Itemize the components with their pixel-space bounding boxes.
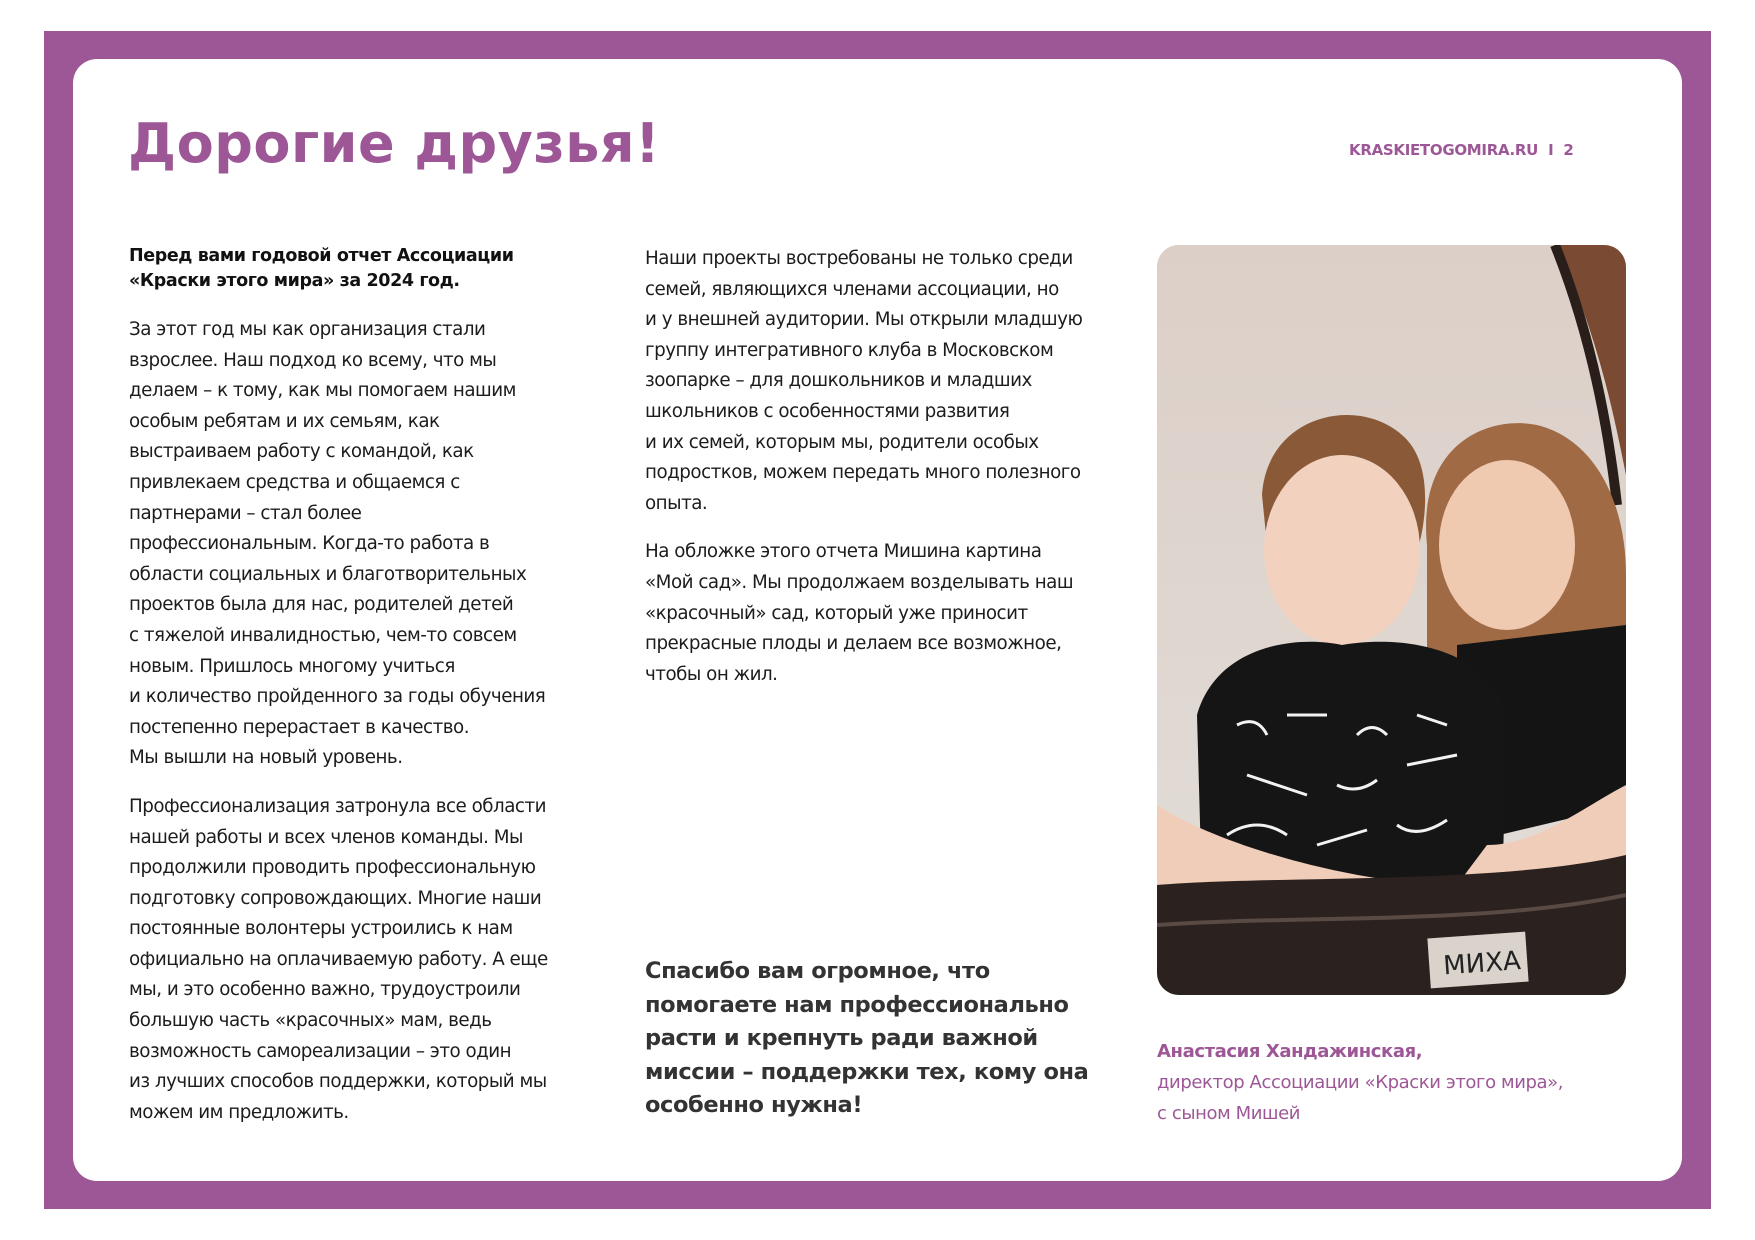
text-line: мы, и это особенно важно, трудоустроили xyxy=(129,979,521,1001)
text-line: «Мой сад». Мы продолжаем возделывать наш xyxy=(645,571,1074,593)
text-line: и у внешней аудитории. Мы открыли младшую xyxy=(645,309,1083,331)
text-line: За этот год мы как организация стали xyxy=(129,319,486,340)
thanks-statement xyxy=(645,955,1125,1123)
text-line: Наши проекты востребованы не только среди xyxy=(645,248,1073,269)
text-line: Мы вышли на новый уровень. xyxy=(129,747,403,769)
text-line: можем им предложить. xyxy=(129,1101,349,1123)
photo-illustration xyxy=(1157,245,1626,995)
text-line: группу интегративного клуба в Московском xyxy=(645,339,1054,361)
text-line: прекрасные плоды и делаем все возможное, xyxy=(645,633,1062,655)
text-line: опыта. xyxy=(645,492,708,514)
text-line: подготовку сопровождающих. Многие наши xyxy=(129,887,542,909)
text-line: зоопарке – для дошкольников и младших xyxy=(645,370,1032,392)
paragraph xyxy=(645,537,1135,690)
text-line: помогаете нам профессионально xyxy=(645,991,1069,1018)
text-line: официально на оплачиваемую работу. А еще xyxy=(129,948,548,970)
caption-name: Анастасия Хандажинская, xyxy=(1157,1041,1423,1062)
text-line: выстраиваем работу с командой, как xyxy=(129,441,474,463)
text-line: новым. Пришлось многому учиться xyxy=(129,655,455,677)
header-separator: I xyxy=(1548,141,1554,159)
middle-column xyxy=(645,244,1135,708)
text-line: партнерами – стал более xyxy=(129,502,362,524)
text-line: На обложке этого отчета Мишина картина xyxy=(645,541,1042,563)
name-tag-text: МИХА xyxy=(1442,946,1522,982)
text-line: возможность самореализации – это один xyxy=(129,1040,512,1062)
paragraph xyxy=(645,244,1135,519)
text-line: расти и крепнуть ради важной xyxy=(645,1025,1038,1051)
caption-role: директор Ассоциации «Краски этого мира», xyxy=(1157,1072,1564,1093)
text-line: особым ребятам и их семьям, как xyxy=(129,410,440,432)
text-line: нашей работы и всех членов команды. Мы xyxy=(129,826,523,848)
text-line: постоянные волонтеры устроились к нам xyxy=(129,918,513,940)
text-line: миссии – поддержки тех, кому она xyxy=(645,1058,1089,1085)
text-line: семей, являющихся членами ассоциации, но xyxy=(645,278,1059,300)
caption-relation: с сыном Мишей xyxy=(1157,1103,1301,1124)
boy-face xyxy=(1264,455,1420,645)
intro-line: Перед вами годовой отчет Ассоциации xyxy=(129,246,514,266)
text-line: постепенно перерастает в качество. xyxy=(129,716,470,738)
text-line: Спасибо вам огромное, что xyxy=(645,958,990,984)
page-number: 2 xyxy=(1563,141,1574,159)
text-line: особенно нужна! xyxy=(645,1092,863,1118)
text-line: и их семей, которым мы, родители особых xyxy=(645,431,1039,453)
paragraph xyxy=(129,792,619,1129)
text-line: делаем – к тому, как мы помогаем нашим xyxy=(129,380,516,402)
portrait-photo xyxy=(1157,245,1626,995)
paragraph xyxy=(129,315,619,774)
page-header-meta xyxy=(1349,141,1573,159)
text-line: профессиональным. Когда-то работа в xyxy=(129,533,490,555)
intro-line: «Краски этого мира» за 2024 год. xyxy=(129,271,460,291)
text-line: подростков, можем передать много полезного xyxy=(645,462,1081,484)
page-title: Дорогие друзья! xyxy=(128,112,661,175)
text-line: «красочный» сад, который уже приносит xyxy=(645,602,1028,624)
text-line: Профессионализация затронула все области xyxy=(129,795,547,817)
text-line: области социальных и благотворительных xyxy=(129,563,527,585)
text-line: проектов была для нас, родителей детей xyxy=(129,594,514,616)
mother-face xyxy=(1439,460,1575,630)
text-line: с тяжелой инвалидностью, чем-то совсем xyxy=(129,624,517,646)
text-line: чтобы он жил. xyxy=(645,663,778,685)
left-column xyxy=(129,244,619,1146)
photo-caption xyxy=(1157,1036,1627,1129)
text-line: взрослее. Наш подход ко всему, что мы xyxy=(129,349,497,371)
text-line: привлекаем средства и общаемся с xyxy=(129,471,460,493)
intro-text xyxy=(129,244,619,294)
text-line: школьников с особенностями развития xyxy=(645,400,1010,422)
text-line: из лучших способов поддержки, который мы xyxy=(129,1071,547,1093)
site-url: KRASKIETOGOMIRA.RU xyxy=(1349,141,1539,159)
text-line: и количество пройденного за годы обучения xyxy=(129,686,546,708)
text-line: продолжили проводить профессиональную xyxy=(129,857,536,879)
text-line: большую часть «красочных» мам, ведь xyxy=(129,1010,492,1032)
